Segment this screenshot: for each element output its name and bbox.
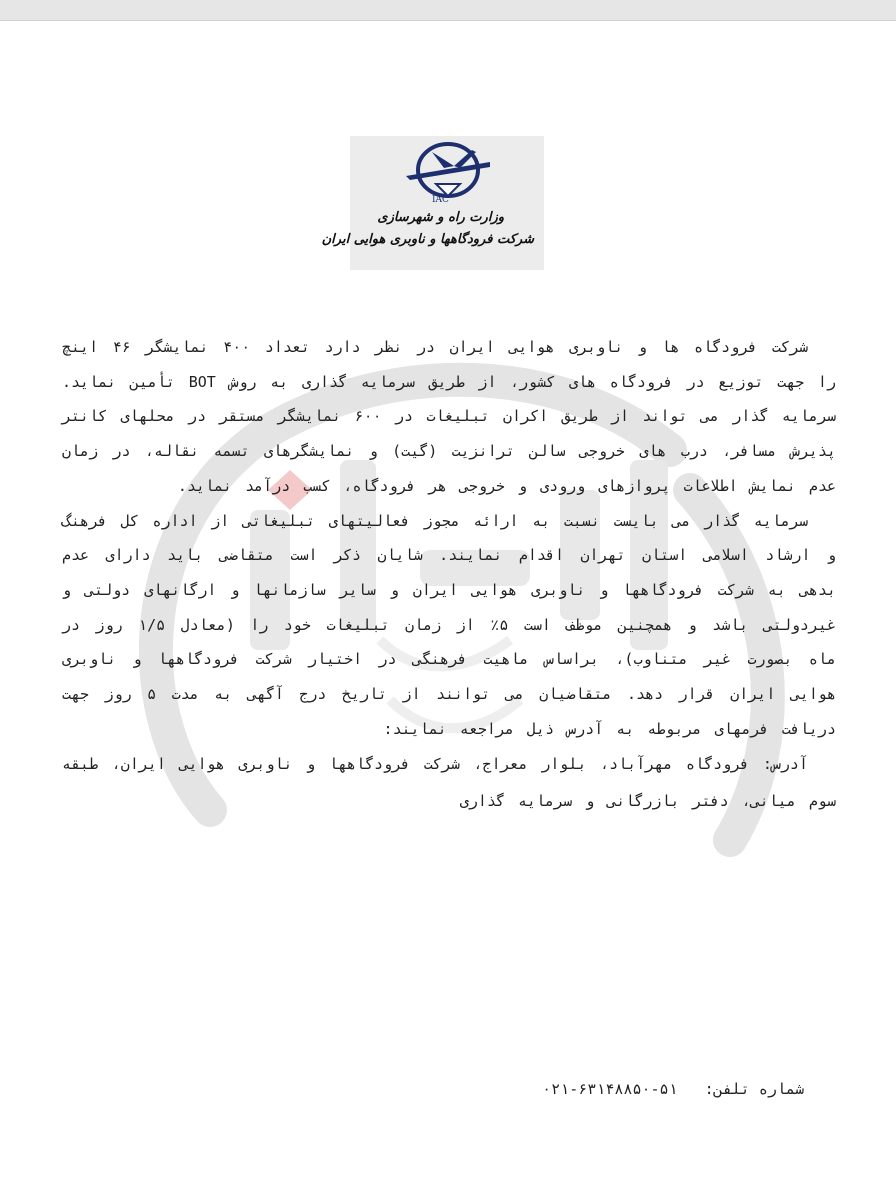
address-paragraph: آدرس: فرودگاه مهرآباد، بلوار معراج، شرکت فرودگاهها و ناوبری هوایی ایران، طبقه سوم میانی، دفتر بازرگانی و سرمایه گذاری xyxy=(62,755,836,811)
phone-line xyxy=(524,1080,804,1098)
phone-label: شماره تلفن: xyxy=(704,1080,804,1098)
phone-number: ۰۲۱-۶۳۱۴۸۸۵۰-۵۱ xyxy=(542,1080,678,1098)
paragraph-intro: شرکت فرودگاه ها و ناوبری هوایی ایران در نظر دارد تعداد ۴۰۰ نمایشگر ۴۶ اینچ را جهت توزیع در فرودگاه های کشور، از طریق سرمایه گذاری به روش BOT تأمین نماید. سرمایه گذار می تواند از طریق اکران تبلیغات در ۶۰۰ نمایشگر مستقر در محلهای کانتر پذیرش مسافر، درب های خروجی سالن ترانزیت (گیت) و نمایشگرهای تسمه نقاله، در زمان عدم نمایش اطلاعات پروازهای ورودی و خروجی هر فرودگاه، کسب درآمد نماید. xyxy=(62,338,836,495)
logo-company-name: شرکت فرودگاهها و ناوبری هوایی ایران xyxy=(321,232,534,247)
logo-ministry-name: وزارت راه و شهرسازی xyxy=(377,210,504,225)
announcement-body xyxy=(62,330,836,820)
viewer-top-bar xyxy=(0,0,896,21)
airplane-emblem-icon xyxy=(402,140,494,204)
paragraph-requirements: سرمایه گذار می بایست نسبت به ارائه مجوز فعالیتهای تبلیغاتی از اداره کل فرهنگ و ارشاد اسلامی استان تهران اقدام نمایند. شایان ذکر است متقاضی باید دارای عدم بدهی به شرکت فرودگاهها و ناوبری هوایی ایران و سایر سازمانها و ارگانهای دولتی و غیردولتی باشد و همچنین موظف است ۵٪ از زمان تبلیغات خود را (معادل ۱/۵ روز در ماه بصورت غیر متناوب)، براساس ماهیت فرهنگی در اختیار شرکت فرودگاهها و ناوبری هوایی ایران قرار دهد. متقاضیان می توانند از تاریخ درج آگهی به مدت ۵ روز جهت دریافت فرمهای مربوطه به آدرس ذیل مراجعه نمایند: xyxy=(62,511,837,738)
company-logo xyxy=(321,136,544,270)
emblem-letters: IAC xyxy=(432,195,449,204)
